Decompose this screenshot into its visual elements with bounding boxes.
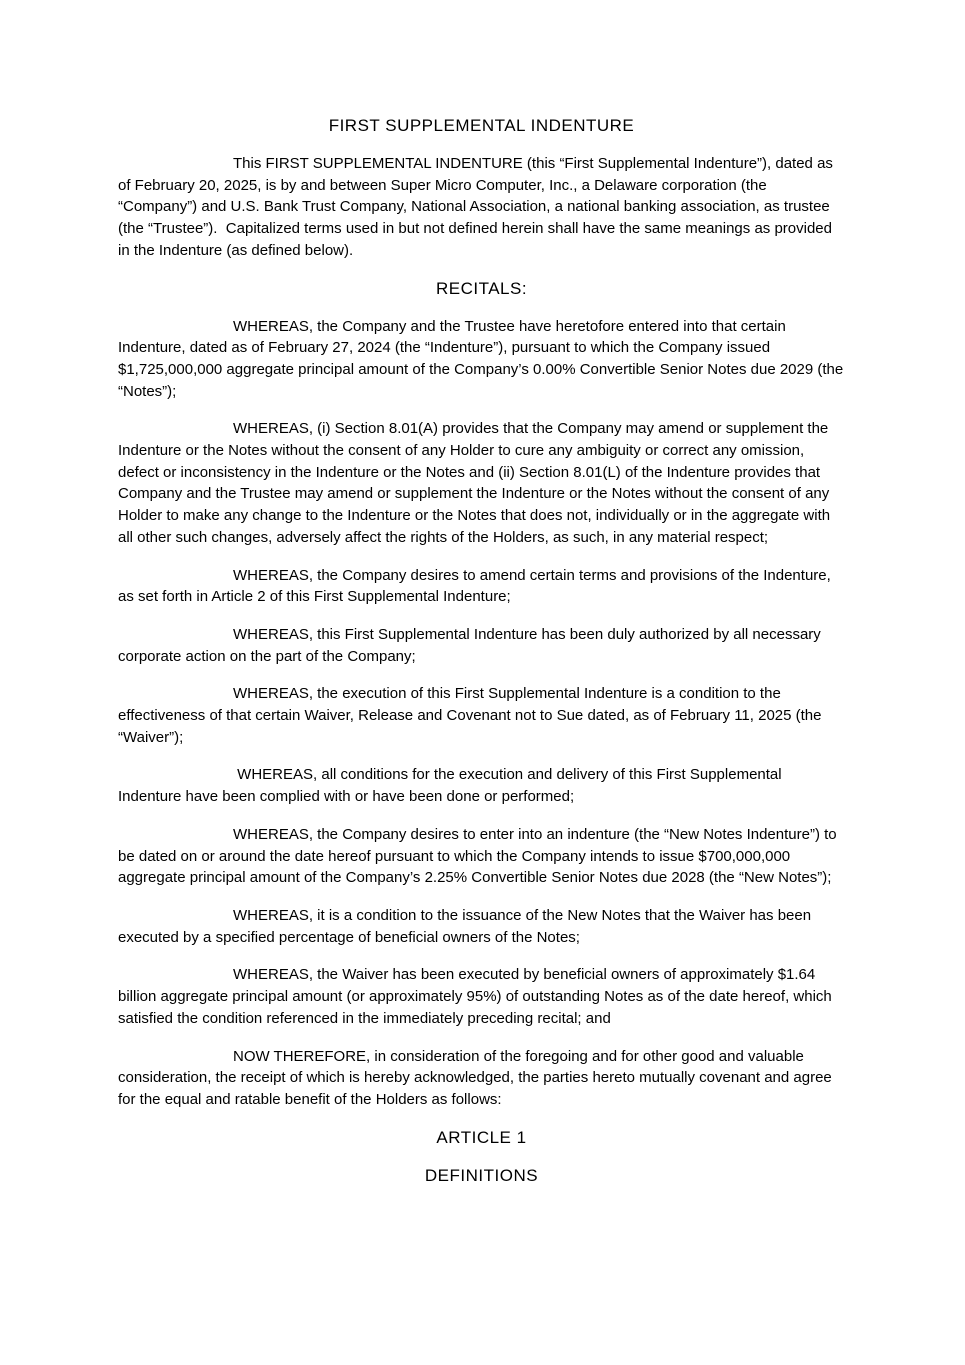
recital-paragraph: WHEREAS, the Company and the Trustee have heretofore entered into that certain Indenture, dated as of February 27, 2024 (the “Indenture”), pursuant to which the Company issued $1,725,000,000 aggregate principal amount of the Company’s 0.00% Convertible Senior Notes due 2029 (the “Notes”); (118, 317, 848, 400)
recital-paragraph: WHEREAS, the Company desires to amend certain terms and provisions of the Indenture, as set forth in Article 2 of this First Supplemental Indenture; (118, 566, 835, 606)
recital-paragraph: WHEREAS, the Waiver has been executed by beneficial owners of approximately $1.64 billion aggregate principal amount (or approximately 95%) of outstanding Notes as of the date hereof, which satisfied the condition referenced in the immediately preceding recital; and (118, 966, 836, 1027)
recital-paragraph: WHEREAS, (i) Section 8.01(A) provides that the Company may amend or supplement the Indenture or the Notes without the consent of any Holder to cure any ambiguity or correct any omission, defect or inconsistency in the Indenture or the Notes and (ii) Section 8.01(L) of the Indenture provides that Company and the Trustee may amend or supplement the Indenture or the Notes without the consent of any Holder to make any change to the Indenture or the Notes that does not, individually or in the aggregate with all other such changes, adversely affect the rights of the Holders, as such, in any material respect; (118, 420, 835, 546)
now-therefore-paragraph: NOW THEREFORE, in consideration of the foregoing and for other good and valuable consideration, the receipt of which is hereby acknowledged, the parties hereto mutually covenant and agree for the equal and ratable benefit of the Holders as follows: (118, 1047, 836, 1108)
recital-paragraph: WHEREAS, the Company desires to enter into an indenture (the “New Notes Indenture”) to be dated on or around the date hereof pursuant to which the Company intends to issue $700,000,000 aggregate principal amount of the Company’s 2.25% Convertible Senior Notes due 2028 (the “New Notes”); (118, 825, 841, 887)
recital-paragraph: WHEREAS, it is a condition to the issuance of the New Notes that the Waiver has been executed by a specified percentage of beneficial owners of the Notes; (118, 906, 816, 946)
recital-paragraph: WHEREAS, all conditions for the execution and delivery of this First Supplemental Indenture have been complied with or have been done or performed; (118, 766, 786, 806)
recital-paragraph: WHEREAS, the execution of this First Supplemental Indenture is a condition to the effectiveness of that certain Waiver, Release and Covenant not to Sue dated, as of February 11, 2025 (the “Waiver”); (118, 685, 826, 746)
recital-paragraph: WHEREAS, this First Supplemental Indenture has been duly authorized by all necessary corporate action on the part of the Company; (118, 625, 825, 665)
recitals-heading: RECITALS: (435, 278, 528, 298)
article-1-heading: ARTICLE 1 (436, 1127, 527, 1147)
document-title: FIRST SUPPLEMENTAL INDENTURE (328, 116, 635, 135)
intro-paragraph: This FIRST SUPPLEMENTAL INDENTURE (this “First Supplemental Indenture”), dated as of February 20, 2025, is by and between Super Micro Computer, Inc., a Delaware corporation (the “Company”) and U.S. Bank Trust Company, National Association, a national banking association, as trustee (the “Trustee”). Capitalized terms used in but not defined herein shall have the same meanings as provided in the Indenture (as defined below). (118, 155, 838, 259)
definitions-heading: DEFINITIONS (424, 1165, 539, 1185)
